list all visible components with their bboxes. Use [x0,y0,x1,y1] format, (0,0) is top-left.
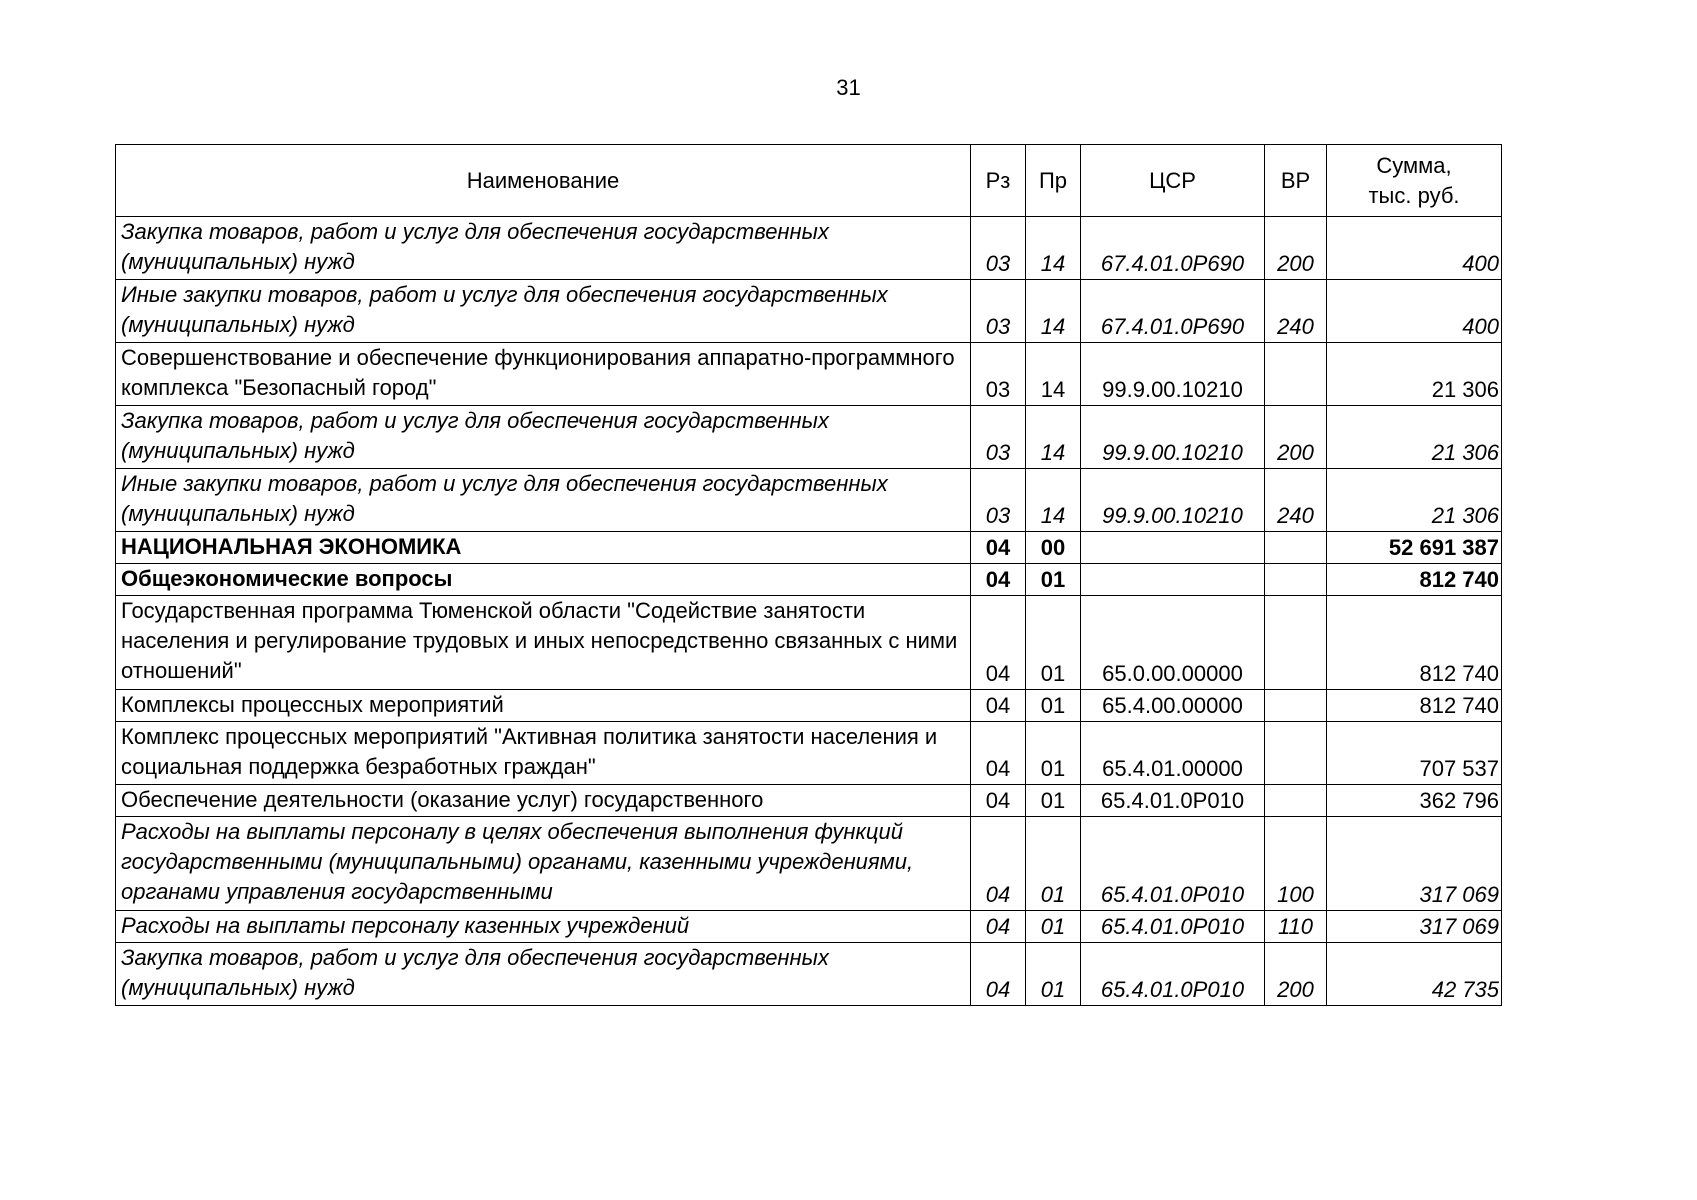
row-name: Государственная программа Тюменской области "Содействие занятости населения и регулирование трудовых и иных непосредственно связанных с ними отношений" [116,596,971,690]
row-vr [1265,564,1327,596]
table-row [116,280,1502,343]
row-rz: 04 [971,532,1026,564]
table-row [116,817,1502,911]
row-rz: 04 [971,817,1026,911]
row-rz: 03 [971,280,1026,343]
row-rz: 03 [971,217,1026,280]
row-name: Иные закупки товаров, работ и услуг для обеспечения государственных (муниципальных) нужд [116,280,971,343]
row-csr: 65.4.01.0Р010 [1081,943,1265,1006]
row-vr [1265,532,1327,564]
table-row [116,406,1502,469]
row-pr: 01 [1026,596,1081,690]
row-pr: 14 [1026,217,1081,280]
row-vr: 100 [1265,817,1327,911]
table-row [116,469,1502,532]
row-rz: 04 [971,564,1026,596]
row-csr: 65.0.00.00000 [1081,596,1265,690]
row-sum: 21 306 [1327,343,1502,406]
row-name: Иные закупки товаров, работ и услуг для обеспечения государственных (муниципальных) нужд [116,469,971,532]
row-csr: 99.9.00.10210 [1081,469,1265,532]
row-name: Общеэкономические вопросы [116,564,971,596]
row-rz: 04 [971,722,1026,785]
row-csr: 65.4.01.0Р010 [1081,911,1265,943]
table-row [116,690,1502,722]
page-number: 31 [836,75,861,100]
row-vr: 200 [1265,943,1327,1006]
table-body [116,217,1502,1006]
header-sum [1327,145,1502,217]
row-csr: 65.4.01.0Р010 [1081,785,1265,817]
table-row [116,564,1502,596]
row-name: НАЦИОНАЛЬНАЯ ЭКОНОМИКА [116,532,971,564]
table-row [116,217,1502,280]
table-row [116,532,1502,564]
row-pr: 01 [1026,817,1081,911]
row-rz: 04 [971,943,1026,1006]
table-row [116,722,1502,785]
header-pr: Пр [1026,145,1081,217]
row-rz: 03 [971,469,1026,532]
row-csr: 65.4.00.00000 [1081,690,1265,722]
row-vr: 200 [1265,217,1327,280]
row-name: Комплексы процессных мероприятий [116,690,971,722]
row-sum: 812 740 [1327,564,1502,596]
row-pr: 14 [1026,469,1081,532]
row-pr: 14 [1026,343,1081,406]
table-header-row [116,145,1502,217]
row-sum: 317 069 [1327,817,1502,911]
row-csr: 99.9.00.10210 [1081,343,1265,406]
header-csr: ЦСР [1081,145,1265,217]
row-vr [1265,343,1327,406]
row-sum: 400 [1327,280,1502,343]
row-rz: 04 [971,690,1026,722]
row-sum: 21 306 [1327,406,1502,469]
row-name: Расходы на выплаты персоналу казенных учреждений [116,911,971,943]
row-vr: 200 [1265,406,1327,469]
row-sum: 21 306 [1327,469,1502,532]
row-pr: 01 [1026,911,1081,943]
row-name: Совершенствование и обеспечение функционирования аппаратно-программного комплекса "Безопасный город" [116,343,971,406]
row-pr: 14 [1026,406,1081,469]
table-row [116,943,1502,1006]
row-csr: 99.9.00.10210 [1081,406,1265,469]
row-csr: 67.4.01.0Р690 [1081,280,1265,343]
header-sum-label: Сумма, [1376,152,1452,178]
row-sum: 812 740 [1327,596,1502,690]
row-pr: 01 [1026,943,1081,1006]
row-vr [1265,690,1327,722]
row-pr: 14 [1026,280,1081,343]
row-rz: 04 [971,785,1026,817]
row-sum: 707 537 [1327,722,1502,785]
row-csr [1081,532,1265,564]
table-row [116,911,1502,943]
row-vr [1265,785,1327,817]
row-pr: 01 [1026,564,1081,596]
row-vr [1265,722,1327,785]
row-name: Закупка товаров, работ и услуг для обеспечения государственных (муниципальных) нужд [116,406,971,469]
row-sum: 400 [1327,217,1502,280]
row-name: Комплекс процессных мероприятий "Активная политика занятости населения и социальная поддержка безработных граждан" [116,722,971,785]
row-rz: 04 [971,596,1026,690]
row-vr: 110 [1265,911,1327,943]
row-csr [1081,564,1265,596]
row-sum: 812 740 [1327,690,1502,722]
row-vr: 240 [1265,469,1327,532]
row-sum: 52 691 387 [1327,532,1502,564]
row-name: Обеспечение деятельности (оказание услуг) государственного [116,785,971,817]
row-pr: 01 [1026,722,1081,785]
row-sum: 317 069 [1327,911,1502,943]
row-pr: 01 [1026,690,1081,722]
row-name: Закупка товаров, работ и услуг для обеспечения государственных (муниципальных) нужд [116,217,971,280]
row-csr: 67.4.01.0Р690 [1081,217,1265,280]
table-row [116,596,1502,690]
header-vr: ВР [1265,145,1327,217]
row-pr: 01 [1026,785,1081,817]
budget-table [115,144,1502,1006]
header-sum-unit: тыс. руб. [1368,182,1460,208]
row-sum: 362 796 [1327,785,1502,817]
row-csr: 65.4.01.00000 [1081,722,1265,785]
header-name: Наименование [116,145,971,217]
table-row [116,343,1502,406]
row-rz: 03 [971,343,1026,406]
row-vr [1265,596,1327,690]
row-rz: 03 [971,406,1026,469]
row-name: Закупка товаров, работ и услуг для обеспечения государственных (муниципальных) нужд [116,943,971,1006]
row-rz: 04 [971,911,1026,943]
row-sum: 42 735 [1327,943,1502,1006]
header-rz: Рз [971,145,1026,217]
row-pr: 00 [1026,532,1081,564]
row-name: Расходы на выплаты персоналу в целях обеспечения выполнения функций государственными (муниципальными) органами, казенными учреждениями, органами управления государственными [116,817,971,911]
row-vr: 240 [1265,280,1327,343]
row-csr: 65.4.01.0Р010 [1081,817,1265,911]
table-row [116,785,1502,817]
